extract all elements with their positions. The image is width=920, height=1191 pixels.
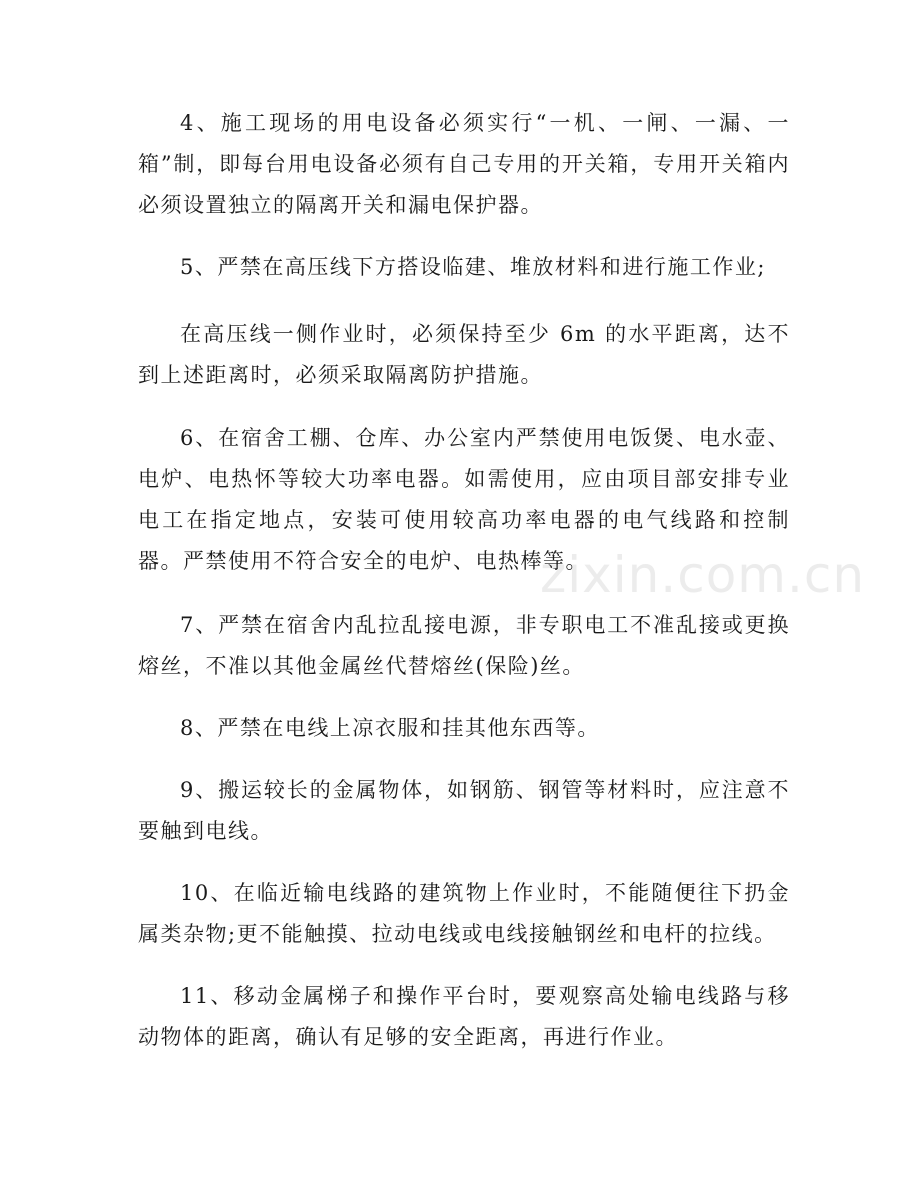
paragraph-5-continued: 在高压线一侧作业时，必须保持至少 6m 的水平距离，达不到上述距离时，必须采取隔离防护措施。 — [138, 322, 790, 387]
paragraph-9: 9、搬运较长的金属物体，如钢筋、钢管等材料时，应注意不要触到电线。 — [138, 778, 790, 843]
paragraph-4: 4、施工现场的用电设备必须实行“一机、一闸、一漏、一箱”制，即每台用电设备必须有自己专用的开关箱，专用开关箱内必须设置独立的隔离开关和漏电保护器。 — [138, 111, 790, 217]
paragraph-8: 8、严禁在电线上凉衣服和挂其他东西等。 — [180, 716, 600, 740]
paragraph-6: 6、在宿舍工棚、仓库、办公室内严禁使用电饭煲、电水壶、电炉、电热怀等较大功率电器。如需使用，应由项目部安排专业电工在指定地点，安装可使用较高功率电器的电气线路和控制器。严禁使用不符合安全的电炉、电热棒等。 — [138, 426, 790, 573]
paragraph-5: 5、严禁在高压线下方搭设临建、堆放材料和进行施工作业; — [180, 255, 766, 279]
watermark: zixin.com.cn — [540, 546, 866, 604]
paragraph-7: 7、严禁在宿舍内乱拉乱接电源，非专职电工不准乱接或更换熔丝，不准以其他金属丝代替熔丝(保险)丝。 — [138, 613, 790, 678]
paragraph-10: 10、在临近输电线路的建筑物上作业时，不能随便往下扔金属类杂物;更不能触摸、拉动电线或电线接触钢丝和电杆的拉线。 — [138, 881, 790, 946]
paragraph-11: 11、移动金属梯子和操作平台时，要观察高处输电线路与移动物体的距离，确认有足够的安全距离，再进行作业。 — [138, 984, 790, 1049]
